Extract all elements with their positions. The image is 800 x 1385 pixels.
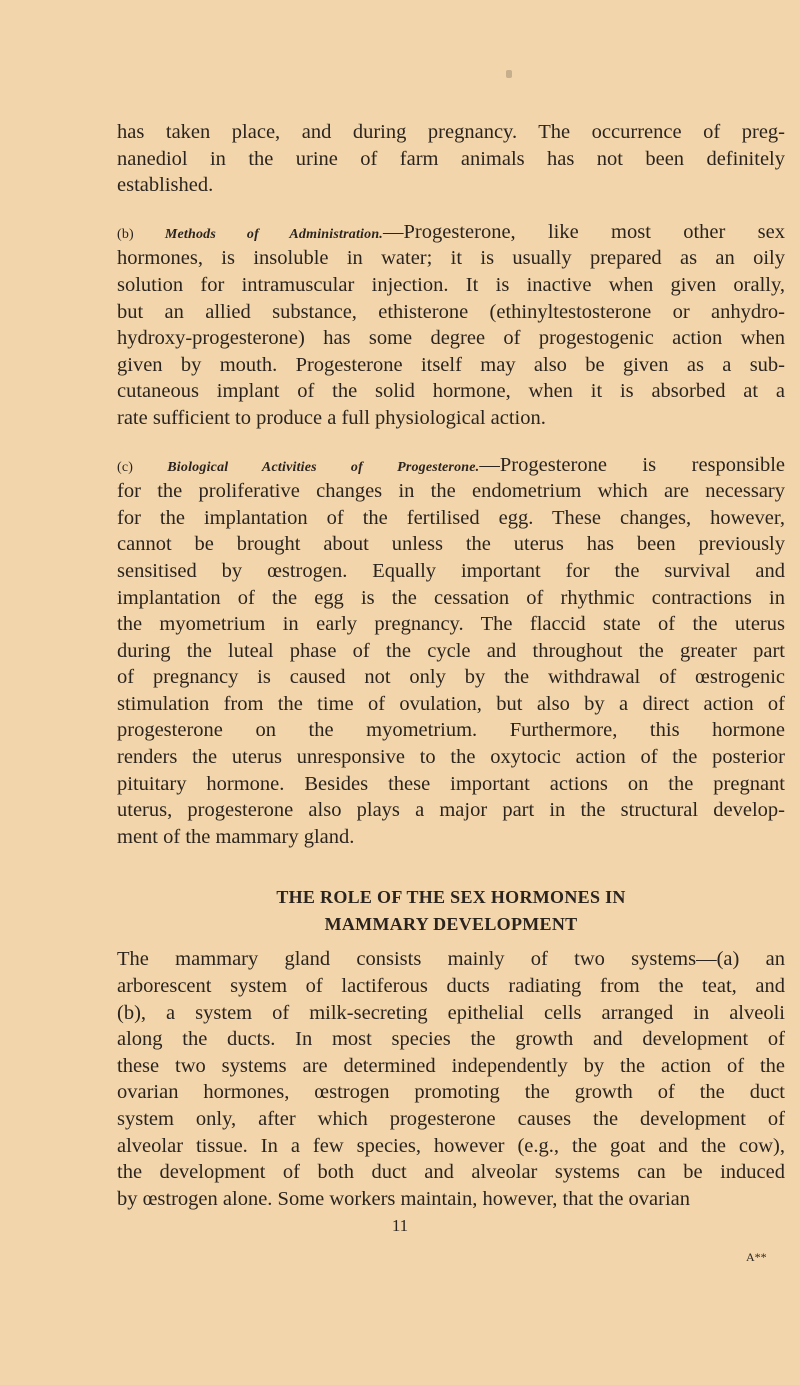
paragraph-gap [117, 432, 785, 452]
run-in-heading [117, 227, 383, 242]
page-number: 11 [391, 1216, 409, 1235]
text-line: The mammary gland consists mainly of two systems—(a) an [117, 948, 785, 971]
paragraph [117, 219, 785, 432]
run-in-heading [117, 460, 479, 475]
section-heading-line: MAMMARY DEVELOPMENT [324, 914, 578, 935]
text-line: but an allied substance, ethisterone (ethinyltestosterone or anhydro- [117, 300, 785, 323]
run-in-label: (b) [117, 226, 134, 242]
text-line: hormones, is insoluble in water; it is usually prepared as an oily [117, 247, 785, 270]
text-line: pituitary hormone. Besides these important actions on the pregnant [117, 772, 785, 795]
section-heading-line: THE ROLE OF THE SEX HORMONES IN [276, 887, 626, 908]
text-line: has taken place, and during pregnancy. The occurrence of preg- [117, 121, 785, 143]
text-line: alveolar tissue. In a few species, however (e.g., the goat and the cow), [117, 1134, 785, 1157]
text-line: the myometrium in early pregnancy. The flaccid state of the uterus [117, 613, 785, 636]
text-line: (b), a system of milk-secreting epithelial cells arranged in alveoli [117, 1001, 785, 1024]
text-line: solution for intramuscular injection. It is inactive when given orally, [117, 273, 785, 296]
text-line: progesterone on the myometrium. Furthermore, this hormone [117, 719, 785, 742]
page-body [117, 119, 785, 1212]
paragraph [117, 452, 785, 851]
text-line: stimulation from the time of ovulation, but also by a direct action of [117, 692, 785, 715]
text-line: ovarian hormones, œstrogen promoting the growth of the duct [117, 1081, 785, 1104]
text-line: system only, after which progesterone causes the development of [117, 1108, 785, 1130]
heading-gap [117, 938, 785, 946]
text-line: arborescent system of lactiferous ducts radiating from the teat, and [117, 975, 785, 998]
text-line: during the luteal phase of the cycle and throughout the greater part [117, 639, 785, 662]
line-text: —Progesterone is responsible [479, 453, 786, 476]
text-line: renders the uterus unresponsive to the oxytocic action of the posterior [117, 746, 785, 769]
paragraph [117, 946, 785, 1212]
text-line: sensitised by œstrogen. Equally important for the survival and [117, 559, 785, 582]
text-line [117, 452, 785, 479]
text-line: of pregnancy is caused not only by the withdrawal of œstrogenic [117, 666, 785, 689]
text-line: nanediol in the urine of farm animals has not been definitely [117, 147, 785, 170]
signature-mark: A** [746, 1250, 767, 1264]
paragraph-gap [117, 199, 785, 219]
text-line: by œstrogen alone. Some workers maintain, however, that the ovarian [117, 1187, 691, 1210]
text-line [117, 219, 785, 246]
text-line: the development of both duct and alveolar systems can be induced [117, 1161, 785, 1184]
line-text: —Progesterone, like most other sex [383, 220, 785, 243]
text-line: rate sufficient to produce a full physiological action. [117, 406, 546, 429]
run-in-title: Methods of Administration. [164, 226, 384, 242]
text-line: established. [117, 174, 214, 197]
run-in-label: (c) [117, 459, 134, 475]
section-heading [117, 884, 785, 938]
run-in-title: Biological Activities of Progesterone. [167, 459, 480, 475]
text-line: ment of the mammary gland. [117, 825, 355, 848]
text-line: these two systems are determined independently by the action of the [117, 1054, 785, 1077]
text-line: cutaneous implant of the solid hormone, when it is absorbed at a [117, 380, 785, 403]
paragraph [117, 119, 785, 199]
text-line: along the ducts. In most species the growth and development of [117, 1028, 785, 1051]
text-line: for the implantation of the fertilised egg. These changes, however, [117, 506, 785, 529]
text-line: hydroxy-progesterone) has some degree of progestogenic action when [117, 327, 785, 350]
speck-mark [506, 70, 512, 78]
text-line: cannot be brought about unless the uterus has been previously [117, 533, 785, 556]
text-line: given by mouth. Progesterone itself may also be given as a sub- [117, 353, 785, 376]
heading-gap [117, 850, 785, 884]
text-line: for the proliferative changes in the endometrium which are necessary [117, 480, 785, 503]
text-line: uterus, progesterone also plays a major part in the structural develop- [117, 799, 785, 822]
text-line: implantation of the egg is the cessation of rhythmic contractions in [117, 586, 785, 609]
